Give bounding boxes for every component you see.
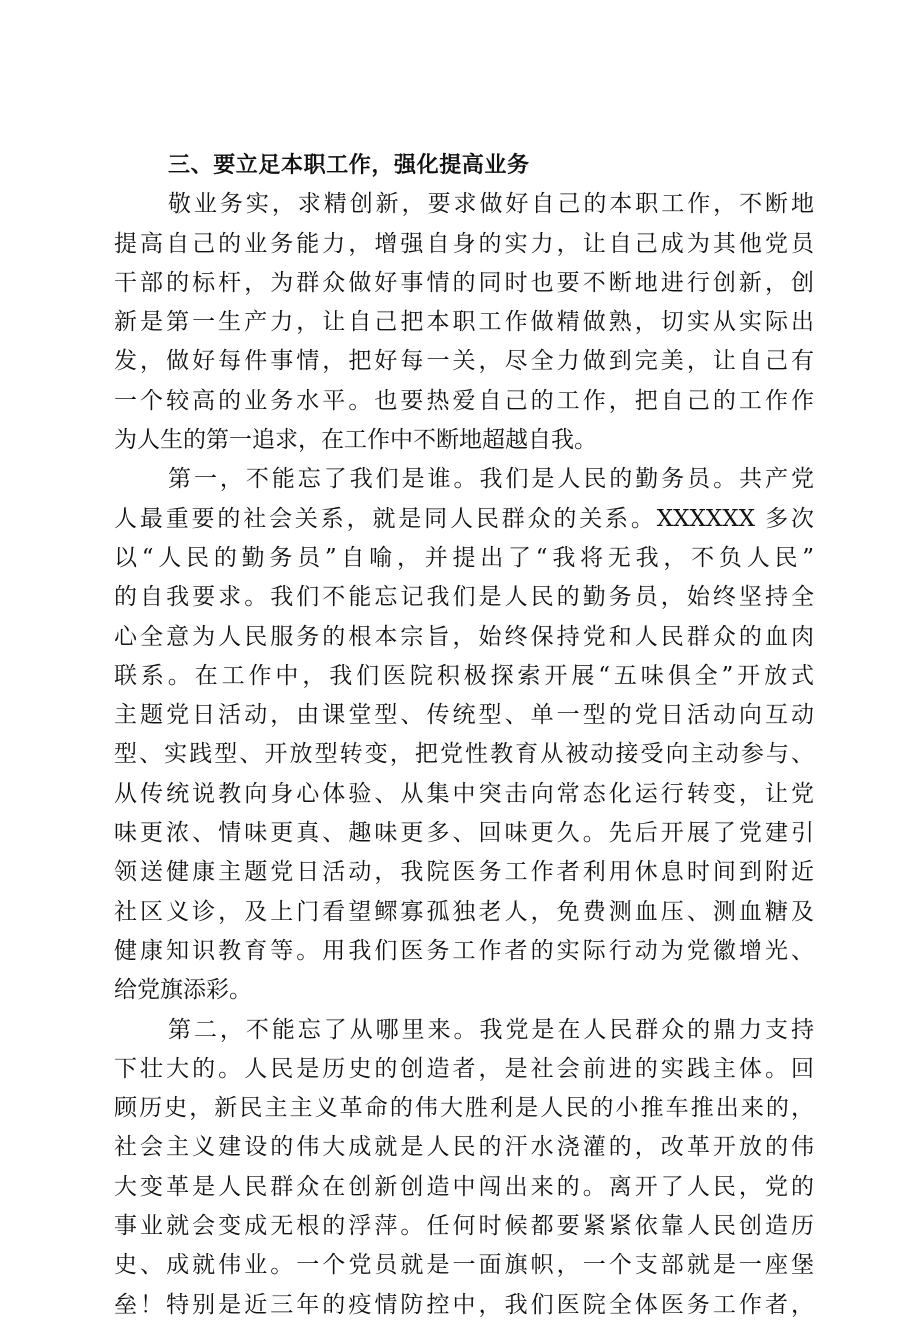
text-line: 味更浓、情味更真、趣味更多、回味更久。先后开展了党建引 — [114, 820, 814, 847]
text-line: 以“人民的勤务员”自喻，并提出了“我将无我，不负人民” — [114, 544, 814, 571]
document-body — [114, 146, 814, 1325]
text-line: 第一，不能忘了我们是谁。我们是人民的勤务员。共产党 — [168, 466, 814, 493]
text-line: 顾历史，新民主主义革命的伟大胜利是人民的小推车推出来的， — [114, 1095, 814, 1122]
paragraph-first-point — [114, 460, 814, 1010]
text-line: 一个较高的业务水平。也要热爱自己的工作，把自己的工作作 — [114, 387, 814, 414]
text-line: 新是第一生产力，让自己把本职工作做精做熟，切实从实际出 — [114, 309, 814, 336]
text-line: 事业就会变成无根的浮萍。任何时候都要紧紧依靠人民创造历 — [114, 1213, 814, 1240]
text-line: 给党旗添彩。 — [114, 977, 252, 1004]
paragraph-second-point — [114, 1011, 814, 1325]
text-line: 从传统说教向身心体验、从集中突击向常态化运行转变，让党 — [114, 780, 814, 807]
text-line: 下壮大的。人民是历史的创造者，是社会前进的实践主体。回 — [114, 1055, 814, 1082]
text-line: 史、成就伟业。一个党员就是一面旗帜，一个支部就是一座堡 — [114, 1252, 814, 1279]
section-heading: 三、要立足本职工作，强化提高业务 — [168, 153, 530, 178]
text-line: 垒！特别是近三年的疫情防控中，我们医院全体医务工作者， — [114, 1291, 814, 1318]
text-line: 发，做好每件事情，把好每一关，尽全力做到完美，让自己有 — [114, 348, 814, 375]
text-line: 领送健康主题党日活动，我院医务工作者利用休息时间到附近 — [114, 859, 814, 886]
text-line: 提高自己的业务能力，增强自身的实力，让自己成为其他党员 — [114, 230, 814, 257]
text-line: 人最重要的社会关系，就是同人民群众的关系。XXXXXX 多次 — [114, 505, 814, 532]
text-line: 心全意为人民服务的根本宗旨，始终保持党和人民群众的血肉 — [114, 623, 814, 650]
text-line: 社会主义建设的伟大成就是人民的汗水浇灌的，改革开放的伟 — [114, 1134, 814, 1161]
text-line: 健康知识教育等。用我们医务工作者的实际行动为党徽增光、 — [114, 937, 814, 964]
text-line: 敬业务实，求精创新，要求做好自己的本职工作，不断地 — [168, 191, 814, 218]
text-line: 为人生的第一追求，在工作中不断地超越自我。 — [114, 427, 597, 454]
paragraph-work-duty — [114, 185, 814, 460]
text-line: 主题党日活动，由课堂型、传统型、单一型的党日活动向互动 — [114, 702, 814, 729]
text-line: 联系。在工作中，我们医院积极探索开展“五味俱全”开放式 — [114, 662, 814, 689]
text-line: 社区义诊，及上门看望鳏寡孤独老人，免费测血压、测血糖及 — [114, 898, 814, 925]
text-line: 的自我要求。我们不能忘记我们是人民的勤务员，始终坚持全 — [114, 584, 814, 611]
text-line: 型、实践型、开放型转变，把党性教育从被动接受向主动参与、 — [114, 741, 814, 768]
text-line: 大变革是人民群众在创新创造中闯出来的。离开了人民，党的 — [114, 1173, 814, 1200]
text-line: 第二，不能忘了从哪里来。我党是在人民群众的鼎力支持 — [168, 1016, 814, 1043]
text-line: 干部的标杆，为群众做好事情的同时也要不断地进行创新，创 — [114, 269, 814, 296]
